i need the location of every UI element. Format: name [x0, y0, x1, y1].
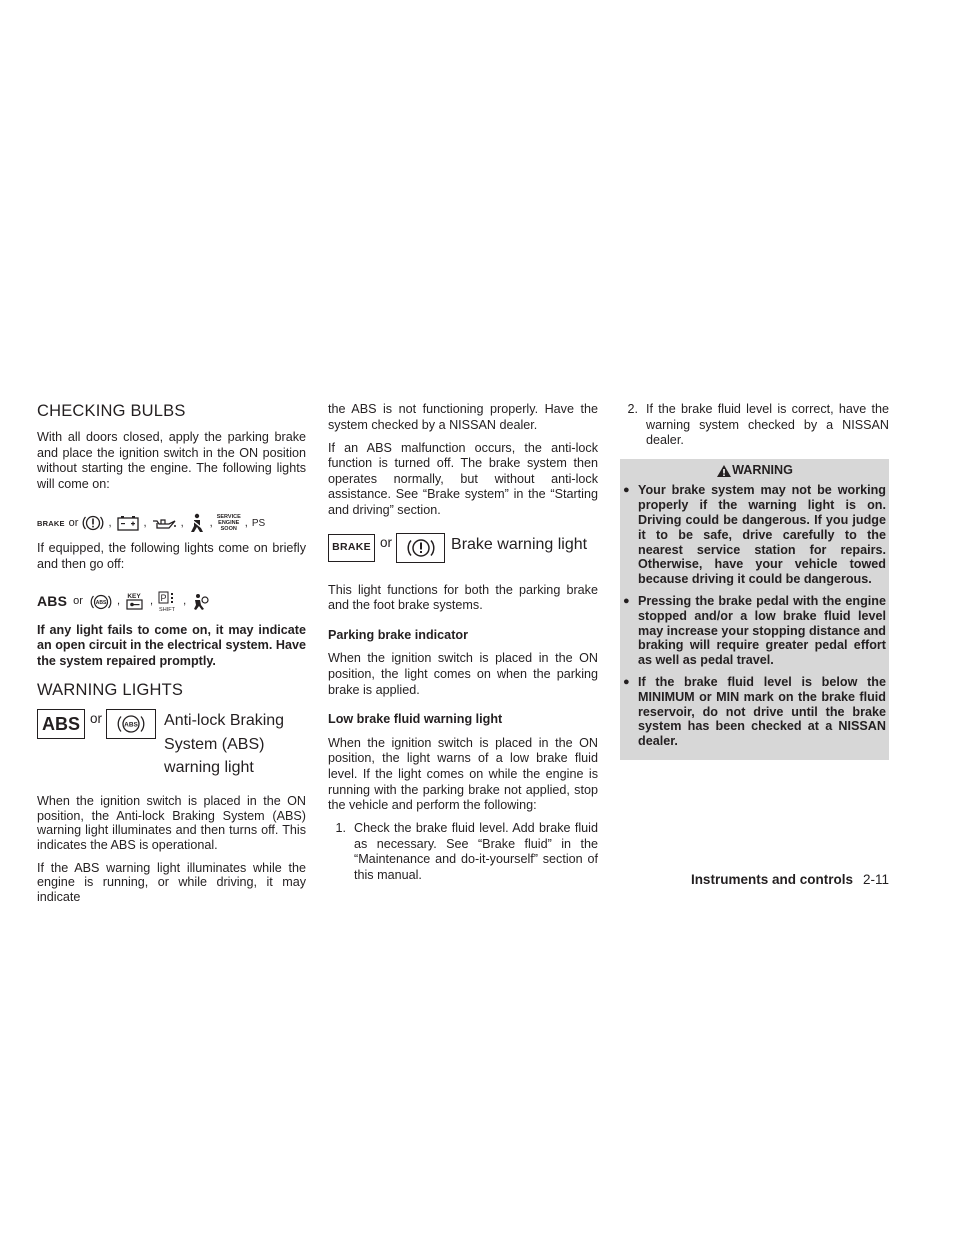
brake-warning-light-label: Brake warning light	[451, 535, 588, 553]
warning-triangle-icon	[716, 464, 732, 478]
if-equipped-text: If equipped, the following lights come on briefly and then go off:	[37, 541, 306, 571]
parking-brake-indicator-heading: Parking brake indicator	[328, 627, 468, 642]
warning-list	[623, 483, 886, 749]
brake-box-icon: BRAKE	[328, 534, 375, 562]
oil-pressure-icon	[151, 515, 177, 531]
warning-box	[620, 459, 889, 760]
seat-belt-icon	[188, 513, 206, 533]
abs-circle-box-icon	[106, 709, 156, 739]
svg-text:ABS: ABS	[95, 599, 107, 606]
if-equipped-icon-row	[37, 591, 306, 613]
warning-lights-heading: WARNING LIGHTS	[37, 681, 184, 700]
abs-malfunction-paragraph: If an ABS malfunction occurs, the anti-lock function is turned off. The brake system then operates normally, but without anti-lock assistance. See “Brake system” in the “Starting and driving” section.	[328, 440, 598, 518]
abs-paragraph-1: When the ignition switch is placed in the ON position, the Anti-lock Braking System (ABS) warning light illuminates and then turns off. This indicates the ABS is operational.	[37, 793, 306, 853]
steps-list-continued	[620, 402, 889, 449]
list-item: 1. Check the brake fluid level. Add brake fluid as necessary. See “Brake fluid” in the “Maintenance and do-it-yourself” section of this manual.	[335, 821, 598, 883]
steps-list	[328, 821, 598, 883]
airbag-icon	[190, 592, 210, 612]
low-brake-fluid-heading: Low brake fluid warning light	[328, 712, 503, 727]
comma: ,	[244, 516, 248, 529]
comma: ,	[116, 594, 121, 607]
list-item: ● If the brake fluid level is below the MINIMUM or MIN mark on the brake fluid reservoir, do not drive until the brake system has been checked at a NISSAN dealer.	[623, 674, 886, 749]
comma: ,	[180, 516, 184, 529]
or-text: or	[90, 711, 103, 727]
brake-warning-icon	[82, 513, 104, 533]
abs-circle-icon	[89, 592, 113, 612]
parking-brake-indicator-text: When the ignition switch is placed in the ON position, the light comes on when the parking brake is applied.	[328, 651, 598, 697]
brake-warning-light-row	[328, 533, 598, 563]
comma: ,	[143, 516, 147, 529]
page-footer	[620, 872, 889, 887]
abs-paragraph-continued: the ABS is not functioning properly. Have the system checked by a NISSAN dealer.	[328, 402, 598, 432]
bulb-check-icon-row	[37, 512, 306, 534]
list-item: ● Pressing the brake pedal with the engine stopped and/or a low brake fluid level may increase your stopping distance and braking will require greater pedal effort as well as pedal travel.	[623, 593, 886, 668]
middle-column	[328, 402, 598, 892]
warning-header	[623, 459, 886, 484]
svg-text:KEY: KEY	[127, 592, 141, 600]
power-steering-icon: PS	[251, 517, 266, 529]
abs-paragraph-2: If the ABS warning light illuminates while the engine is running, or while driving, it may indicate	[37, 860, 306, 905]
battery-icon	[116, 514, 140, 532]
warning-title: WARNING	[732, 462, 793, 477]
comma: ,	[108, 516, 112, 529]
service-engine-soon-icon: SERVICE ENGINE SOON	[216, 514, 241, 533]
footer-section-title: Instruments and controls	[690, 872, 853, 887]
brake-light-function-text: This light functions for both the parking brake and the foot brake systems.	[328, 582, 598, 613]
page-number: 2-11	[862, 872, 889, 887]
or-text: or	[380, 534, 393, 550]
list-item: 2. If the brake fluid level is correct, have the warning system checked by a NISSAN dealer.	[627, 402, 889, 448]
abs-box-icon: ABS	[37, 709, 85, 739]
brake-word-icon: BRAKE	[37, 518, 65, 528]
key-icon	[124, 592, 146, 612]
p-shift-icon	[157, 591, 179, 613]
svg-text:SHIFT: SHIFT	[159, 606, 176, 613]
checking-bulbs-text: With all doors closed, apply the parking brake and place the ignition switch in the ON position without starting the engine. The following lights will come on:	[37, 430, 306, 491]
comma: ,	[183, 594, 187, 607]
left-column	[37, 402, 306, 912]
low-brake-fluid-text: When the ignition switch is placed in the ON position, the light warns of a low brake fluid level. If the light comes on while the engine is running with the parking brake not applied, stop the vehicle and perform the following:	[328, 735, 598, 813]
fail-warning-text: If any light fails to come on, it may indicate an open circuit in the electrical system. Have the system repaired promptly.	[37, 622, 306, 668]
abs-warning-light-row	[37, 709, 306, 780]
right-column	[620, 402, 889, 760]
comma: ,	[150, 594, 154, 607]
comma: ,	[209, 516, 213, 529]
or-text: or	[73, 594, 83, 607]
or-text: or	[68, 516, 79, 529]
list-item: ● Your brake system may not be working properly if the warning light is on. Driving could be dangerous. If you judge it to be safe, drive carefully to the nearest service station for repairs. Otherwise, have your vehicle towed because driving it could be dangerous.	[623, 483, 886, 587]
abs-word-icon: ABS	[37, 592, 68, 609]
svg-text:P: P	[160, 592, 167, 603]
brake-circle-box-icon	[396, 533, 445, 563]
checking-bulbs-heading: CHECKING BULBS	[37, 402, 186, 420]
abs-warning-light-label: Anti-lock Braking System (ABS) warning light	[164, 712, 285, 777]
svg-text:ABS: ABS	[124, 721, 138, 729]
